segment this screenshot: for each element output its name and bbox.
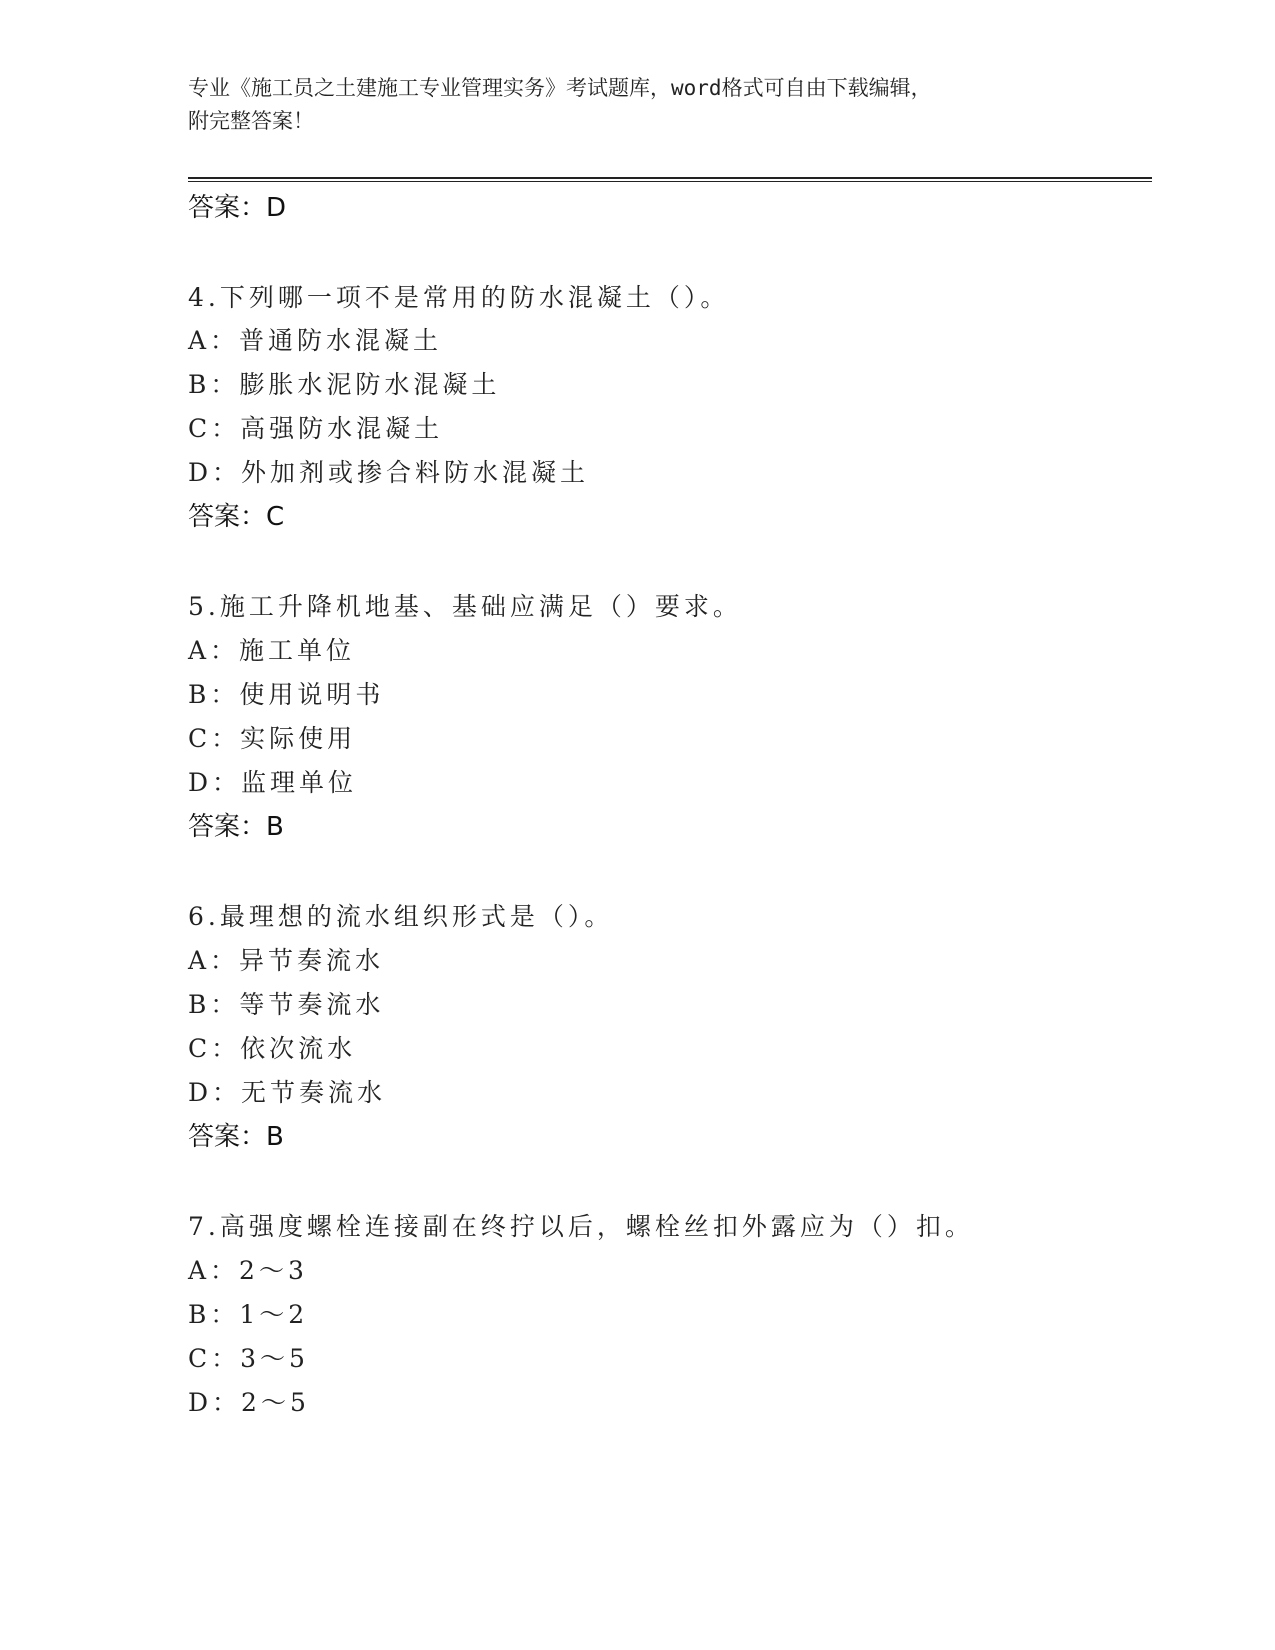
header-line-1: 专业《施工员之土建施工专业管理实务》考试题库，word格式可自由下载编辑， [188,76,932,100]
question-7-option-c: C：3～5 [188,1344,309,1373]
question-6-option-c: C：依次流水 [188,1034,357,1063]
question-5-text: 5.施工升降机地基、基础应满足（）要求。 [188,592,742,621]
answer-q3: 答案：D [188,193,287,223]
header-divider-thick [188,177,1152,179]
question-7-option-d: D：2～5 [188,1388,310,1417]
question-5-option-a: A：施工单位 [188,636,356,665]
question-7-option-b: B：1～2 [188,1300,309,1329]
answer-q6: 答案：B [188,1122,284,1152]
question-4-option-a: A：普通防水混凝土 [188,326,443,355]
header-line-2: 附完整答案！ [188,109,314,133]
question-6-option-d: D：无节奏流水 [188,1078,387,1107]
header-divider-thin [188,181,1152,182]
question-7-text: 7.高强度螺栓连接副在终拧以后，螺栓丝扣外露应为（）扣。 [188,1212,974,1241]
question-4-option-c: C：高强防水混凝土 [188,414,444,443]
question-4-option-b: B：膨胀水泥防水混凝土 [188,370,501,399]
document-header [188,72,1068,138]
answer-q4: 答案：C [188,502,285,532]
question-5-option-c: C：实际使用 [188,724,357,753]
question-5-option-b: B：使用说明书 [188,680,385,709]
question-5-option-d: D：监理单位 [188,768,358,797]
question-6-text: 6.最理想的流水组织形式是（）。 [188,902,614,931]
question-7-option-a: A：2～3 [188,1256,308,1285]
question-4-option-d: D：外加剂或掺合料防水混凝土 [188,458,590,487]
question-6-option-b: B：等节奏流水 [188,990,385,1019]
answer-q5: 答案：B [188,812,284,842]
question-6-option-a: A：异节奏流水 [188,946,385,975]
question-4-text: 4.下列哪一项不是常用的防水混凝土（）。 [188,283,730,312]
